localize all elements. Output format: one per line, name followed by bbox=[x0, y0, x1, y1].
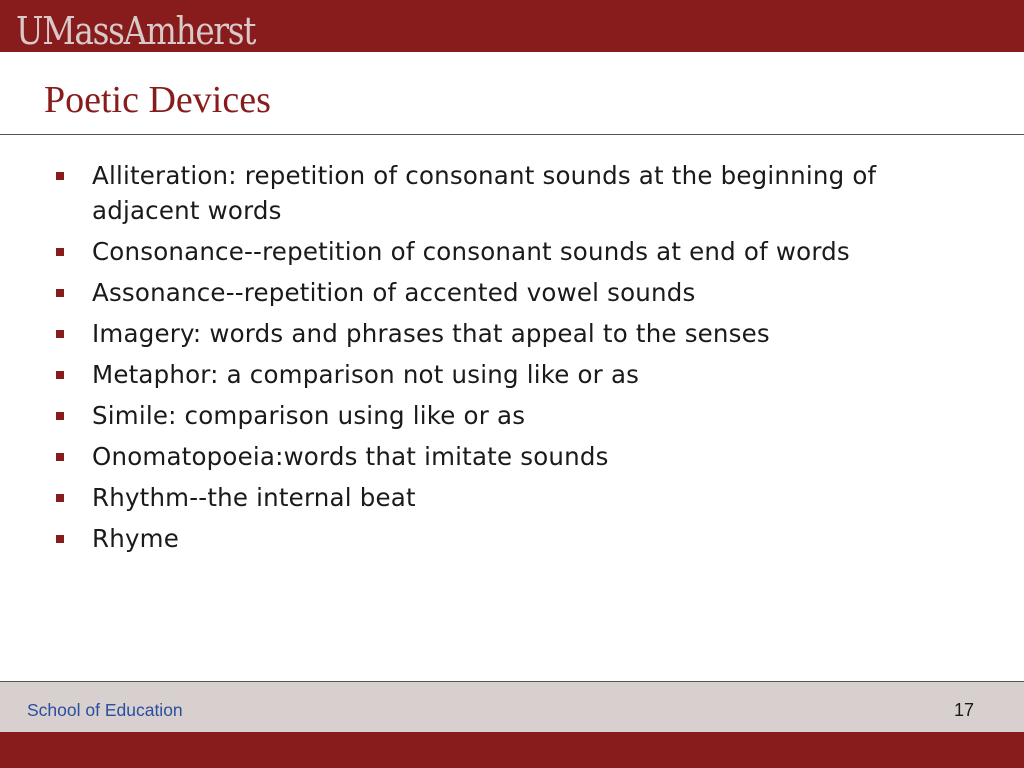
bullet-item bbox=[0, 234, 1024, 269]
square-bullet-icon bbox=[56, 371, 64, 379]
department-label: School of Education bbox=[27, 700, 183, 720]
slide-title: Poetic Devices bbox=[44, 79, 271, 121]
header-bar bbox=[0, 0, 1024, 52]
square-bullet-icon bbox=[56, 535, 64, 543]
bottom-bar bbox=[0, 732, 1024, 768]
bullet-list bbox=[0, 158, 1024, 562]
bullet-text: Metaphor: a comparison not using like or as bbox=[92, 360, 640, 389]
bullet-text: Alliteration: repetition of consonant sounds at the beginning of adjacent words bbox=[92, 161, 877, 225]
square-bullet-icon bbox=[56, 494, 64, 502]
bullet-text: Onomatopoeia:words that imitate sounds bbox=[92, 442, 609, 471]
bullet-item bbox=[0, 398, 1024, 433]
bullet-text: Consonance--repetition of consonant sounds at end of words bbox=[92, 237, 850, 266]
page-number: 17 bbox=[953, 700, 974, 720]
square-bullet-icon bbox=[56, 172, 64, 180]
bullet-text: Simile: comparison using like or as bbox=[92, 401, 526, 430]
bullet-text: Assonance--repetition of accented vowel sounds bbox=[92, 278, 696, 307]
square-bullet-icon bbox=[56, 289, 64, 297]
bullet-item bbox=[0, 275, 1024, 310]
bullet-text: Rhythm--the internal beat bbox=[92, 483, 416, 512]
square-bullet-icon bbox=[56, 248, 64, 256]
square-bullet-icon bbox=[56, 330, 64, 338]
bullet-item bbox=[0, 357, 1024, 392]
bullet-text: Rhyme bbox=[92, 524, 179, 553]
bullet-text: Imagery: words and phrases that appeal to the senses bbox=[92, 319, 770, 348]
umass-amherst-logo: UMassAmherst bbox=[16, 9, 256, 53]
square-bullet-icon bbox=[56, 412, 64, 420]
bullet-item bbox=[0, 158, 1024, 228]
title-divider bbox=[0, 134, 1024, 135]
bullet-item bbox=[0, 439, 1024, 474]
square-bullet-icon bbox=[56, 453, 64, 461]
footer-bar bbox=[0, 682, 1024, 732]
bullet-item bbox=[0, 521, 1024, 556]
bullet-item bbox=[0, 480, 1024, 515]
bullet-item bbox=[0, 316, 1024, 351]
